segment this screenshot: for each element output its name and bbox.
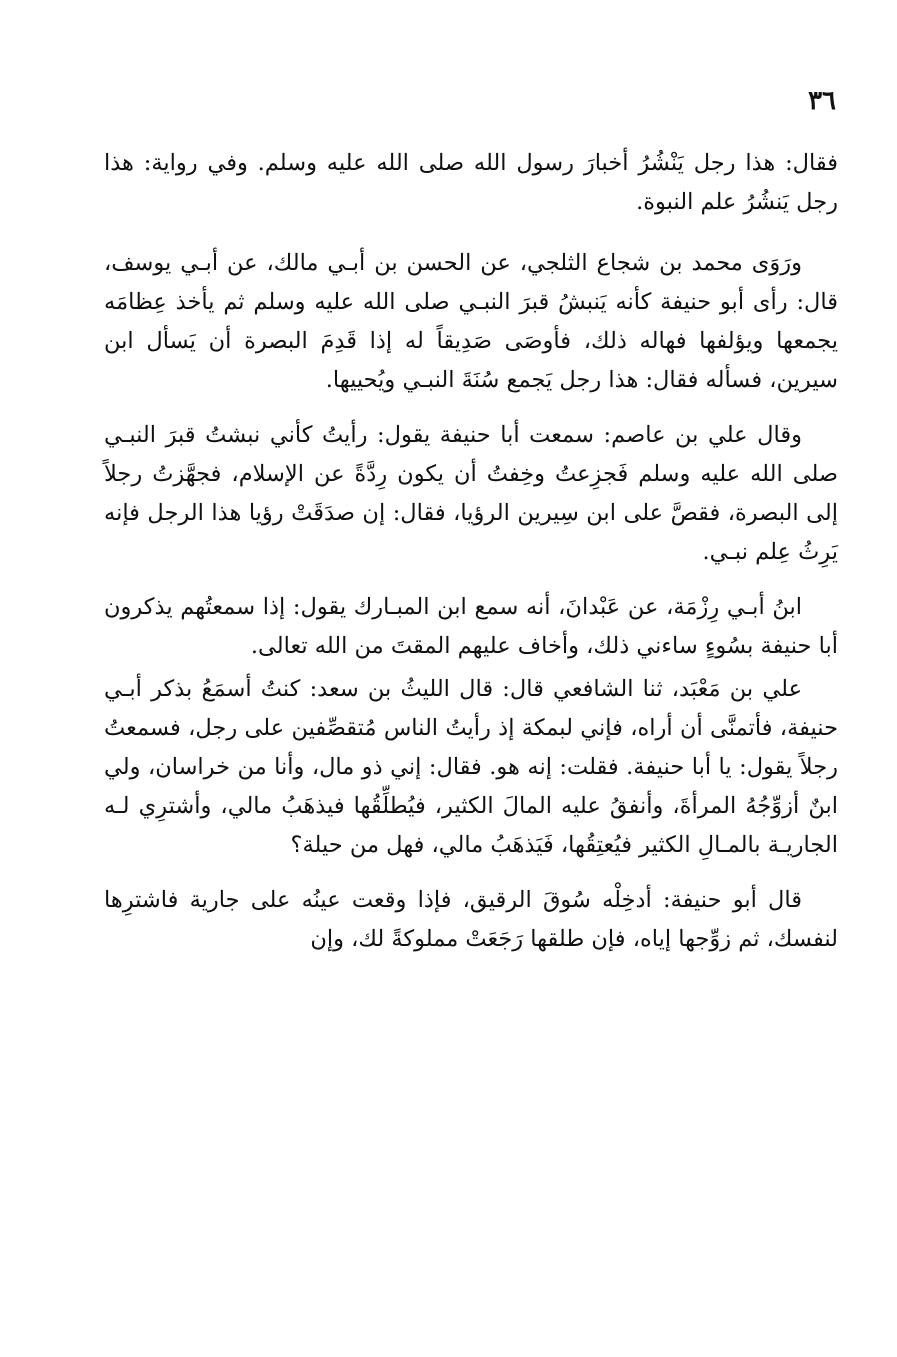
paragraph-3: وقال علي بن عاصم: سمعت أبا حنيفة يقول: رأيتُ كأني نبشتُ قبرَ النبـي صلى الله عليه وسلم فَجزِعتُ وخِفتُ أن يكون رِدَّةً عن الإسلام، فجهَّزتُ رجلاً إلى البصرة، فقصَّ على ابن سِيرين الرؤيا، فقال: إن صدَقَتْ رؤيا هذا الرجل فإنه يَرِثُ عِلم نبـي.	[104, 422, 838, 565]
paragraph-1: فقال: هذا رجل يَنْشُرُ أخبارَ رسول الله صلى الله عليه وسلم. وفي رواية: هذا رجل يَنشُرُ علم النبوة.	[104, 150, 838, 215]
paragraph-2: ورَوَى محمد بن شجاع الثلجي، عن الحسن بن أبـي مالك، عن أبـي يوسف، قال: رأى أبو حنيفة كأنه يَنبشُ قبرَ النبـي صلى الله عليه وسلم ثم يأخذ عِظامَه يجمعها ويؤلفها فهاله ذلك، فأوصَى صَدِيقاً له إذا قَدِمَ البصرة أن يَسأل ابن سيرين، فسأله فقال: هذا رجل يَجمع سُنَةَ النبـي ويُحييها.	[104, 250, 838, 393]
page-number: ٣٦	[808, 86, 836, 116]
text-body	[104, 144, 838, 959]
paragraph-4: ابنُ أبـي رِزْمَة، عن عَبْدانَ، أنه سمع ابن المبـارك يقول: إذا سمعتُهم يذكرون أبا حنيفة بسُوءٍ ساءني ذلك، وأخاف عليهم المقتَ من الله تعالى.	[104, 594, 838, 659]
paragraph-5: علي بن مَعْبَد، ثنا الشافعي قال: قال الليثُ بن سعد: كنتُ أسمَعُ بذكر أبـي حنيفة، فأتمنَّى أن أراه، فإني لبمكة إذ رأيتُ الناس مُتقصِّفين على رجل، فسمعتُ رجلاً يقول: يا أبا حنيفة. فقلت: إنه هو. فقال: إني ذو مال، وأنا من خراسان، ولي ابنٌ أزوِّجُهُ المرأةَ، وأنفقُ عليه المالَ الكثير، فيُطلِّقُها فيذهَبُ مالي، وأشترِي لـه الجاريـة بالمـالِ الكثير فيُعتِقُها، فَيَذهَبُ مالي، فهل من حيلة؟	[104, 676, 838, 858]
paragraph-6: قال أبو حنيفة: أدخِلْه سُوقَ الرقيق، فإذا وقعت عينُه على جارية فاشترِها لنفسك، ثم زوِّجها إياه، فإن طلقها رَجَعَتْ مملوكةً لك، وإن	[104, 887, 838, 952]
